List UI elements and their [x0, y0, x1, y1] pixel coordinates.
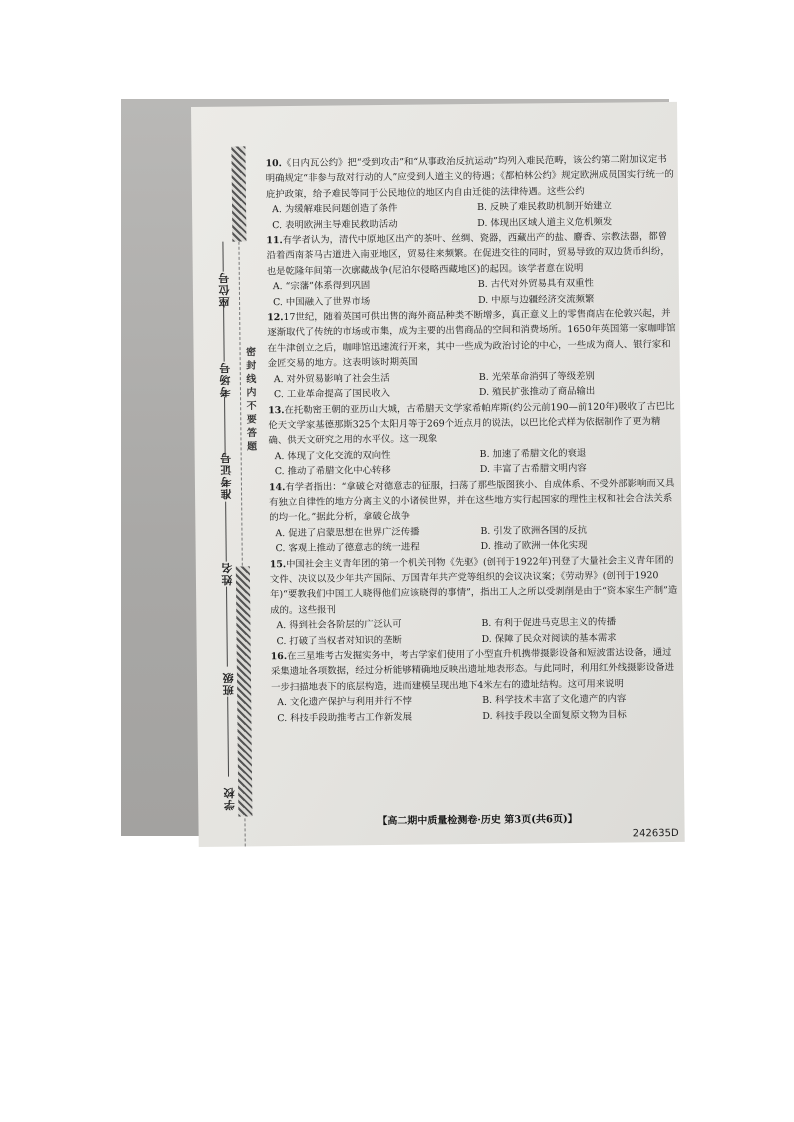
question-stem: 17世纪，随着英国可供出售的海外商品种类不断增多，真正意义上的零售商店在伦敦兴起，并逐渐取代了传统的市场或市集，成为主要的出售商品的空间和消费场所。1650年英国第一家咖啡馆在牛津创立之后，咖啡馆迅速流行开来，其中一些成为政治讨论的中心，一些成为商人、银行家和金匠交易的地方。这表明该时期英国: [267, 308, 676, 370]
ticket-number-label: 准考证号: [219, 451, 234, 500]
option-b: B. 有利于促进马克思主义的传播: [481, 616, 617, 630]
question-13: [268, 398, 679, 479]
question-number: 15.: [269, 558, 287, 570]
option-b: B. 科学技术丰富了文化遗产的内容: [482, 693, 627, 707]
option-d: D. 殖民扩张推动了商品输出: [478, 385, 596, 399]
question-stem: 有学者认为，清代中原地区出产的茶叶、丝绸、瓷器，西藏出产的盐、麝香、宗教法器，都曾沿着西南茶马古道进入南亚地区，贸易往来频繁。在促进交往的同时，贸易导致的双边货币纠纷，也是乾隆年间第一次廓藏战争(尼泊尔侵略西藏地区)的起因。该学者意在说明: [266, 231, 670, 278]
question-number: 11.: [266, 235, 283, 247]
option-a: A. 促进了启蒙思想在世界广泛传播: [275, 526, 420, 539]
seal-warning: 密 封 线 内 不 要 答 题: [243, 346, 256, 451]
option-d: D. 科技手段以全面复原文物为目标: [482, 709, 627, 722]
question-number: 14.: [268, 481, 286, 493]
option-c: C. 客观上推动了德意志的统一进程: [275, 541, 420, 555]
binding-pattern-band: [236, 566, 253, 816]
option-a: A. 文化遗产保护与利用并行不悖: [277, 695, 412, 709]
school-label: 学校: [223, 786, 237, 811]
question-number: 13.: [268, 404, 285, 416]
question-12: [267, 306, 678, 403]
question-stem: 中国社会主义青年团的第一个机关刊物《先驱》(创刊于1922年)刊登了大量社会主义青年团的文件、决议以及少年共产国际、万国青年共产党等组织的会议决议案；《劳动界》(创刊于1920年)“要教我们中国工人晓得他们应该晓得的事情”，指出工人之所以受剥削是由于“资本家生产制”造成的。这些报刊: [269, 554, 678, 616]
page-footer: 【高二期中质量检测卷·历史 第3页(共6页)】: [377, 813, 578, 828]
question-stem: 有学者指出：“拿破仑对德意志的征服，扫荡了那些版图狭小、自成体系、不受外部影响而又具有独立自律性的地方分离主义的小诸侯世界，并在这些地方实行起国家的理性主权和社会合法关系的均一化。”据此分析，拿破仑战争: [269, 477, 675, 524]
question-stem: 《日内瓦公约》把“受到攻击”和“从事政治反抗运动”均列入难民范畴，该公约第二附加议定书明确规定“非参与敌对行动的人”应受到人道主义的待遇；《都柏林公约》规定欧洲成员国实行统一的庇护政策，给予难民等同于公民地位的地区内自由迁徙的法律待遇。这些公约: [265, 154, 674, 201]
question-number: 16.: [270, 651, 288, 663]
question-11: [266, 229, 677, 310]
question-stem: 在托勒密王朝的亚历山大城，古希腊天文学家希帕库斯(约公元前190—前120年)吸收了古巴比伦天文学家基德那斯325个太阳月等于269个近点月的说法，以巴比伦式样为依据制作了更为精确、供天文研究之用的水平仪。这一现象: [268, 400, 675, 447]
exam-room-label: 考场号: [218, 361, 233, 398]
option-d: D. 体现出区域人道主义危机频发: [477, 216, 613, 229]
option-c: C. 推动了希腊文化中心转移: [274, 465, 391, 478]
question-number: 12.: [267, 312, 284, 324]
option-b: B. 加速了希腊文化的衰退: [479, 447, 587, 460]
name-label: 姓名: [220, 561, 235, 586]
fill-line: [225, 502, 227, 562]
question-list: [266, 152, 682, 726]
option-a: A. “宗藩”体系得到巩固: [272, 280, 371, 293]
seat-number-label: 座位号: [217, 271, 232, 308]
exam-page: [191, 102, 685, 847]
binding-margin: [199, 146, 266, 847]
question-10: [266, 152, 677, 233]
option-b: B. 古代对外贸易具有双重性: [477, 278, 594, 291]
question-14: [269, 475, 680, 556]
option-d: D. 丰富了古希腊文明内容: [479, 463, 587, 476]
fill-line: [223, 307, 225, 362]
option-a: A. 体现了文化交流的双向性: [274, 449, 391, 462]
fill-line: [227, 697, 229, 777]
question-stem: 在三星堆考古发掘实务中，考古学家们使用了小型直升机携带摄影设备和短波雷达设备，通过采集遗址各项数据，经过分析能够精确地反映出遗址地表形态。与此同时，利用红外线摄影设备进一步扫描地表下的底层构造，进而建模呈现出地下4米左右的遗址结构。这可用来说明: [270, 646, 675, 694]
option-c: C. 工业革命提高了国民收入: [273, 388, 391, 401]
question-15: [270, 552, 681, 649]
option-b: B. 引发了欧洲各国的反抗: [480, 524, 588, 537]
class-label: 班级: [221, 671, 236, 696]
fill-line: [226, 587, 228, 667]
option-d: D. 保障了民众对阅读的基本需求: [481, 632, 617, 645]
option-d: D. 推动了欧洲一体化实现: [480, 540, 588, 553]
option-a: A. 对外贸易影响了社会生活: [273, 372, 390, 385]
document-photo: [121, 99, 679, 840]
option-a: A. 为缓解难民问题创造了条件: [272, 203, 398, 216]
option-b: B. 反映了难民救助机制开始建立: [477, 200, 612, 214]
paper-code: 242635D: [632, 827, 679, 840]
option-c: C. 打破了当权者对知识的垄断: [276, 634, 402, 647]
option-b: B. 光荣革命消弭了等级差别: [478, 370, 595, 383]
question-number: 10.: [265, 158, 282, 170]
option-a: A. 得到社会各阶层的广泛认可: [276, 619, 402, 632]
option-d: D. 中原与边疆经济交流频繁: [477, 293, 595, 306]
fill-line: [224, 397, 226, 457]
fill-line: [222, 242, 223, 272]
question-16: [271, 645, 682, 726]
option-c: C. 表明欧洲主导难民救助活动: [272, 218, 398, 231]
option-c: C. 科技手段助推考古工作新发展: [277, 711, 413, 724]
binding-pattern-band: [231, 146, 246, 241]
option-c: C. 中国融入了世界市场: [272, 295, 371, 308]
